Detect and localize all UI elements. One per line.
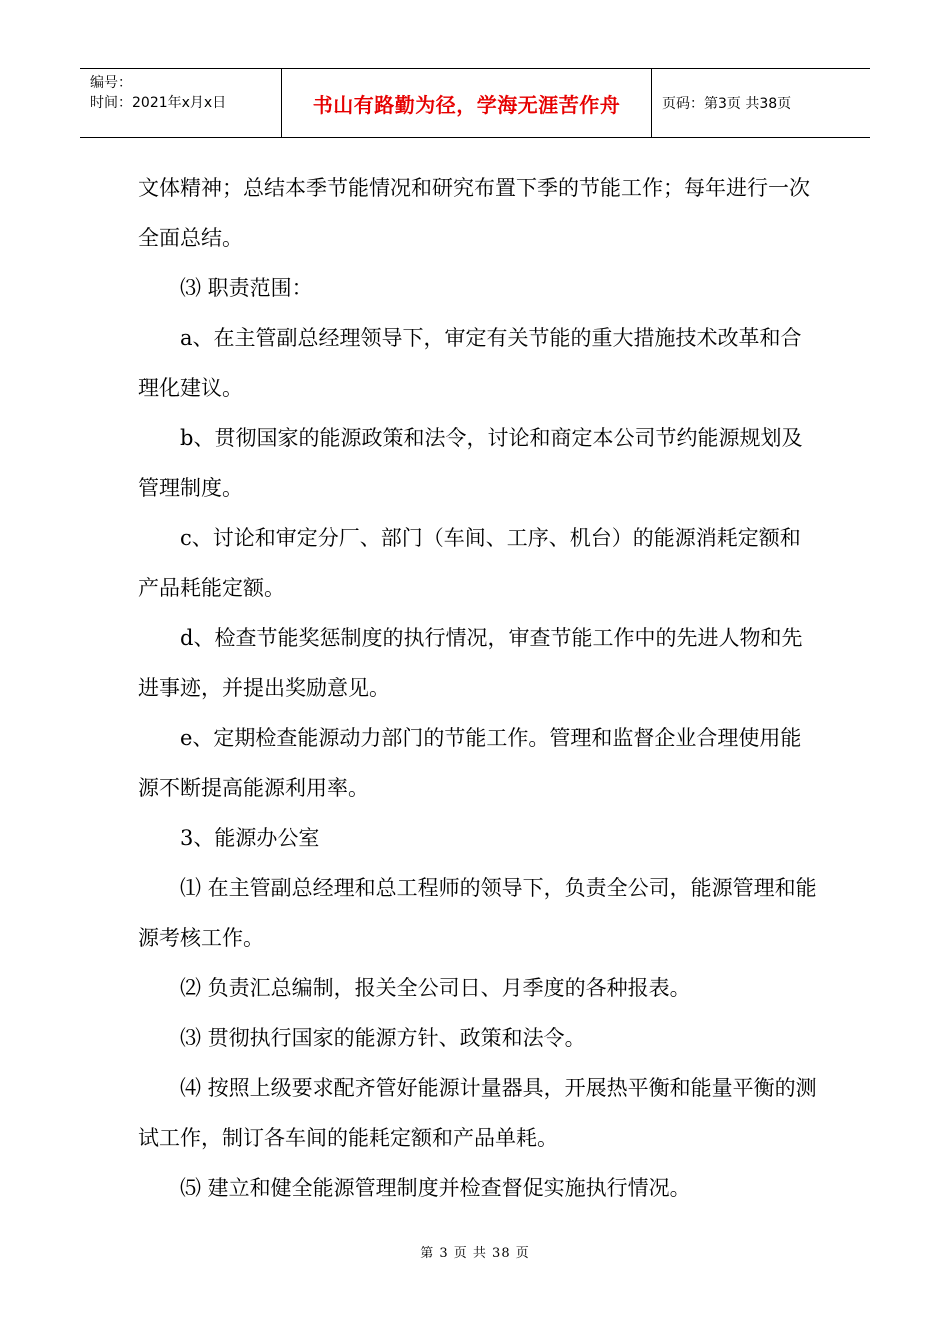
page-header (80, 68, 870, 138)
body-paragraph: 文体精神；总结本季节能情况和研究布置下季的节能工作；每年进行一次全面总结。 (138, 176, 810, 250)
body-paragraph: ⑶ 贯彻执行国家的能源方针、政策和法令。 (180, 1026, 586, 1050)
body-paragraph: c、讨论和审定分厂、部门（车间、工序、机台）的能源消耗定额和产品耗能定额。 (138, 526, 801, 600)
document-date: 时间：2021年x月x日 (90, 95, 227, 111)
document-body (138, 163, 818, 1213)
body-paragraph: a、在主管副总经理领导下，审定有关节能的重大措施技术改革和合理化建议。 (138, 326, 802, 400)
header-meta-cell (80, 69, 282, 137)
body-paragraph: ⑸ 建立和健全能源管理制度并检查督促实施执行情况。 (180, 1176, 691, 1200)
body-paragraph: ⑷ 按照上级要求配齐管好能源计量器具，开展热平衡和能量平衡的测试工作，制订各车间的能耗定额和产品单耗。 (138, 1076, 817, 1150)
header-slogan-cell (282, 69, 652, 137)
header-page-cell (652, 69, 870, 137)
body-paragraph: e、定期检查能源动力部门的节能工作。管理和监督企业合理使用能源不断提高能源利用率。 (138, 726, 802, 800)
section-heading: ⑶ 职责范围： (180, 276, 313, 300)
section-heading: 3、能源办公室 (180, 826, 320, 850)
document-number-label: 编号： (90, 75, 132, 91)
body-paragraph: b、贯彻国家的能源政策和法令，讨论和商定本公司节约能源规划及管理制度。 (138, 426, 803, 500)
page-footer (0, 1242, 950, 1261)
footer-page-number: 第 3 页 共 38 页 (420, 1246, 530, 1261)
body-paragraph: ⑴ 在主管副总经理和总工程师的领导下，负责全公司，能源管理和能源考核工作。 (138, 876, 817, 950)
header-slogan: 书山有路勤为径，学海无涯苦作舟 (312, 92, 621, 117)
header-page-info: 页码：第3页 共38页 (662, 96, 792, 112)
body-paragraph: d、检查节能奖惩制度的执行情况，审查节能工作中的先进人物和先进事迹，并提出奖励意见。 (138, 626, 803, 700)
body-paragraph: ⑵ 负责汇总编制，报关全公司日、月季度的各种报表。 (180, 976, 691, 1000)
